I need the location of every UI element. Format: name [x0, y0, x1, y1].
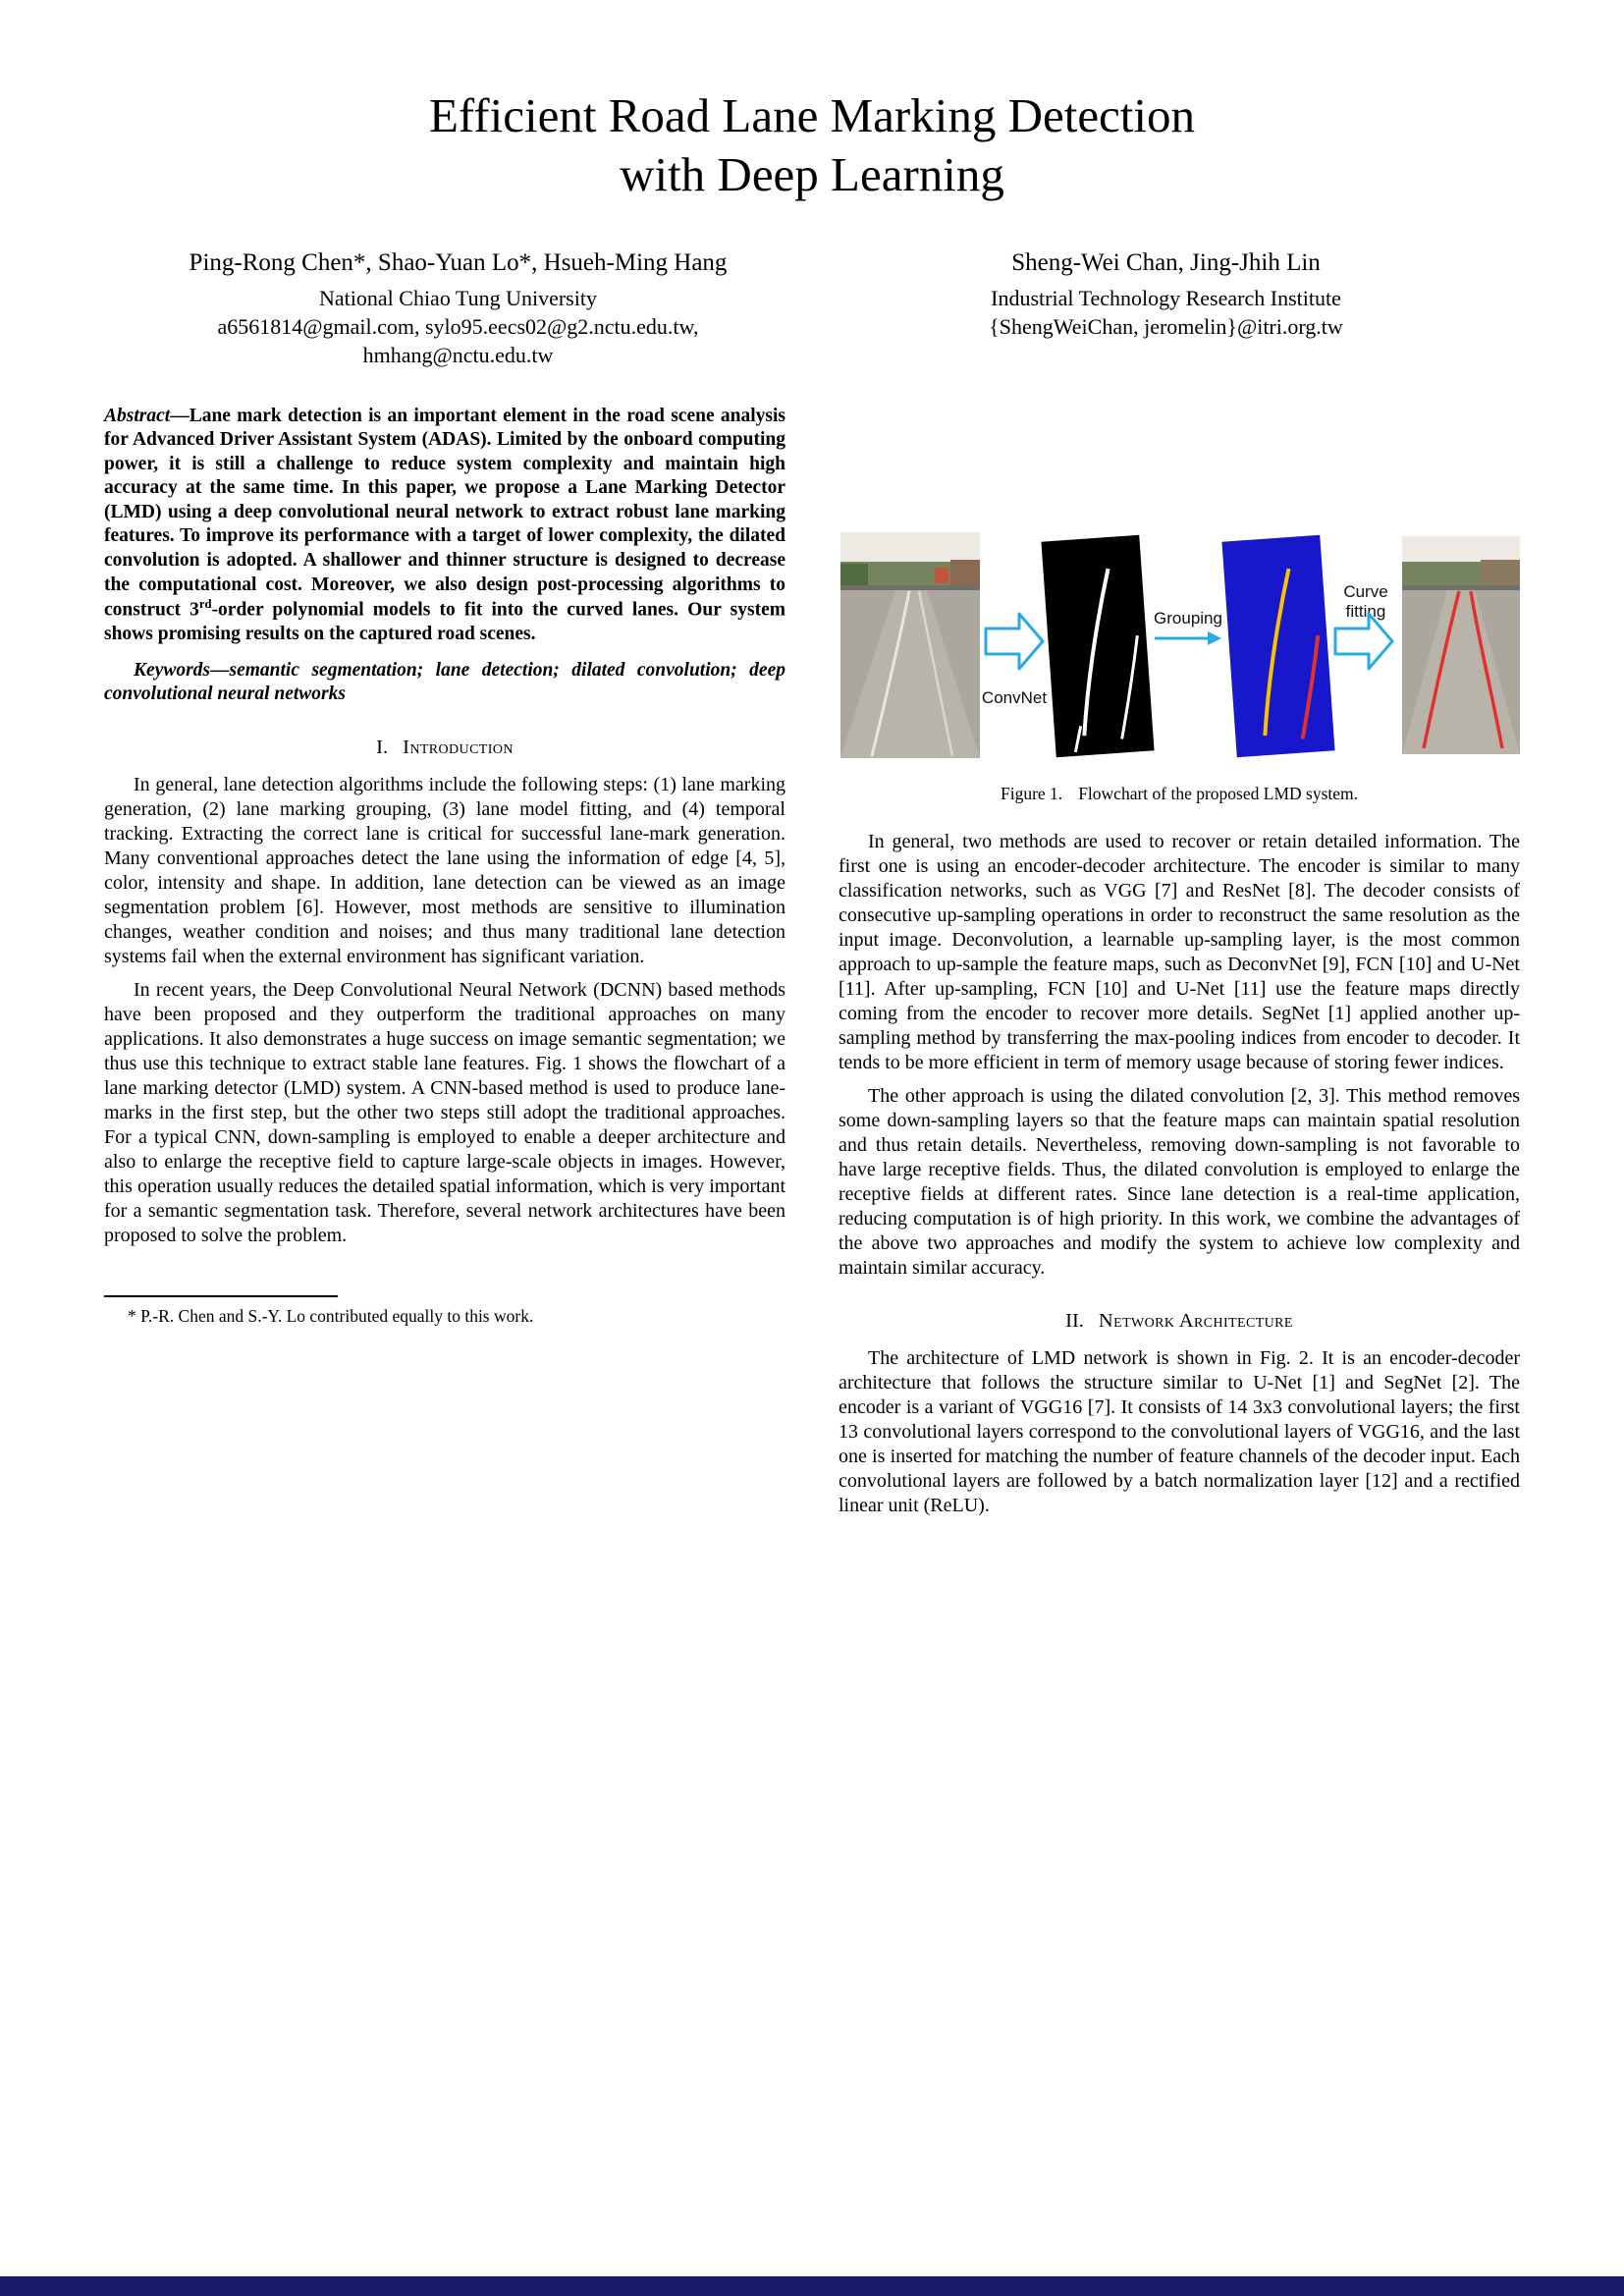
input-red-sign	[935, 568, 948, 583]
figure1-flowchart	[839, 522, 1520, 770]
related-paragraph-2: The other approach is using the dilated convolution [2, 3]. This method removes some down-sampling layers so that the feature maps can maintain spatial resolution and thus retain details. Nevertheless, removing down-sampling is not favorable to have large receptive fields. Thus, the dilated convolution is employed to enlarge the receptive fields at different rates. Since lane detection is a real-time application, reducing computation is of high priority. In this work, we combine the advantages of the above two approaches and modify the system to achieve low complexity and maintain similar accuracy.	[839, 1084, 1520, 1279]
grouping-arrow-icon	[1155, 631, 1221, 645]
title-line-1: Efficient Road Lane Marking Detection	[428, 88, 1196, 142]
keywords-body: —semantic segmentation; lane detection; dilated convolution; deep convolutional neural networks	[104, 659, 785, 705]
author-names-right: Sheng-Wei Chan, Jing-Jhih Lin	[1011, 248, 1321, 276]
footnote-block	[104, 1295, 785, 1327]
figure-1	[839, 522, 1520, 804]
section-number: II.	[1065, 1309, 1084, 1332]
abstract	[104, 405, 785, 647]
abstract-superscript: rd	[198, 597, 212, 612]
author-email-left-line2: hmhang@nctu.edu.tw	[362, 342, 554, 367]
section-heading-network-architecture	[839, 1310, 1520, 1333]
intro-paragraph-2: In recent years, the Deep Convolutional Neural Network (DCNN) based methods have been proposed and they outperform the traditional approaches on many applications. It also demonstrates a huge success on image semantic segmentation; we thus use this technique to extract stable lane features. Fig. 1 shows the flowchart of a lane marking detector (LMD) system. A CNN-based method is used to produce lane-marks in the first step, but the other two steps still adopt the traditional approaches. For a typical CNN, down-sampling is employed to enable a deeper architecture and also to enlarge the receptive field to capture large-scale objects in images. However, this operation usually reduces the detailed spatial information, which is very important for a semantic segmentation task. Therefore, several network architectures have been proposed to solve the problem.	[104, 978, 785, 1246]
grouping-label: Grouping	[1154, 608, 1222, 628]
figure1-input-road-image	[840, 532, 980, 758]
section-number: I.	[376, 736, 389, 758]
network-paragraph-1: The architecture of LMD network is shown in Fig. 2. It is an encoder-decoder architecture that follows the structure similar to U-Net [1] and SegNet [2]. The encoder is a variant of VGG16 [7]. It consists of 14 3x3 convolutional layers; the first 13 convolutional layers correspond to the convolutional layers of VGG16, and the last one is inserted for matching the number of feature channels of the decoder input. Each convolutional layers are followed by a batch normalization layer [12] and a rectified linear unit (ReLU).	[839, 1346, 1520, 1516]
footnote-rule	[104, 1295, 338, 1297]
author-block-left	[104, 249, 812, 369]
author-email-right-line1: {ShengWeiChan, jeromelin}@itri.org.tw	[989, 313, 1343, 339]
title-line-2: with Deep Learning	[620, 146, 1004, 201]
author-affiliation-left: National Chiao Tung University	[319, 285, 597, 310]
two-column-body	[104, 405, 1520, 1527]
right-column	[839, 405, 1520, 1527]
left-column	[104, 405, 785, 1327]
intro-paragraph-1: In general, lane detection algorithms include the following steps: (1) lane marking generation, (2) lane marking grouping, (3) lane model fitting, and (4) temporal tracking. Extracting the correct lane is critical for successful lane-mark generation. Many conventional approaches detect the lane using the information of edge [4, 5], color, intensity and shape. In addition, lane detection can be viewed as an image segmentation problem [6]. However, most methods are sensitive to illumination changes, weather condition and noises; and thus many traditional lane detection systems fail when the external environment has significant variation.	[104, 773, 785, 967]
author-block-right	[812, 249, 1520, 369]
author-email-left-line1: a6561814@gmail.com, sylo95.eecs02@g2.nctu.edu.tw,	[217, 313, 699, 339]
paper-title	[104, 86, 1520, 204]
grouped-lanes-panel	[1221, 534, 1334, 756]
section-title: Network Architecture	[1098, 1309, 1293, 1332]
footnote-text: * P.-R. Chen and S.-Y. Lo contributed equally to this work.	[128, 1305, 534, 1326]
convnet-arrow-icon	[986, 614, 1043, 669]
input-guardrail	[840, 585, 980, 590]
abstract-label: Abstract	[104, 405, 171, 426]
output-right-building	[1481, 560, 1520, 587]
curve-fitting-arrow-icon	[1335, 614, 1392, 669]
convnet-label: ConvNet	[981, 687, 1048, 707]
section-title: Introduction	[403, 736, 514, 758]
keywords	[104, 659, 785, 707]
keywords-label: Keywords	[134, 659, 210, 681]
figure1-caption-label: Figure 1.	[1000, 783, 1063, 803]
curve-fitting-label-line1: Curve	[1343, 581, 1388, 601]
figure1-caption	[839, 784, 1520, 804]
lane-feature-panel	[1041, 534, 1154, 756]
author-affiliation-right: Industrial Technology Research Institute	[991, 285, 1341, 310]
figure1-output-road-image	[1402, 536, 1520, 754]
bottom-bar	[0, 2276, 1624, 2296]
convnet-arrow-shape	[986, 614, 1043, 669]
grouping-arrow-head	[1208, 631, 1221, 645]
curve-fitting-label-line2: fitting	[1345, 601, 1386, 621]
input-right-building	[950, 560, 980, 587]
curve-fitting-arrow-shape	[1335, 614, 1392, 669]
author-names-left: Ping-Rong Chen*, Shao-Yuan Lo*, Hsueh-Ming Hang	[189, 248, 728, 276]
related-paragraph-1: In general, two methods are used to recover or retain detailed information. The first one is using an encoder-decoder architecture. The encoder is similar to many classification networks, such as VGG [7] and ResNet [8]. The decoder consists of consecutive up-sampling operations in order to reconstruct the same resolution as the input image. Deconvolution, a learnable up-sampling layer, is the most common approach to up-sample the feature maps, such as DeconvNet [9], FCN [10] and U-Net [11]. After up-sampling, FCN [10] and U-Net [11] use the feature maps directly coming from the encoder to recover more details. SegNet [1] applied another up-sampling method by transferring the max-pooling indices from encoder to decoder. It tends to be more efficient in term of memory usage because of storing fewer indices.	[839, 830, 1520, 1073]
figure1-caption-text: Flowchart of the proposed LMD system.	[1078, 783, 1359, 803]
section-heading-introduction	[104, 737, 785, 759]
abstract-body-part2: -order polynomial models to fit into the curved lanes. Our system shows promising results on the captured road scenes.	[104, 599, 785, 645]
abstract-body-part1: —Lane mark detection is an important element in the road scene analysis for Advanced Driver Assistant System (ADAS). Limited by the onboard computing power, it is still a challenge to reduce system complexity and maintain high accuracy at the same time. In this paper, we propose a Lane Marking Detector (LMD) using a deep convolutional neural network to extract robust lane marking features. To improve its performance with a target of lower complexity, the dilated convolution is adopted. A shallower and thinner structure is designed to decrease the computational cost. Moreover, we also design post-processing algorithms to construct 3	[104, 405, 785, 621]
authors-row	[104, 249, 1520, 369]
output-guardrail	[1402, 585, 1520, 590]
